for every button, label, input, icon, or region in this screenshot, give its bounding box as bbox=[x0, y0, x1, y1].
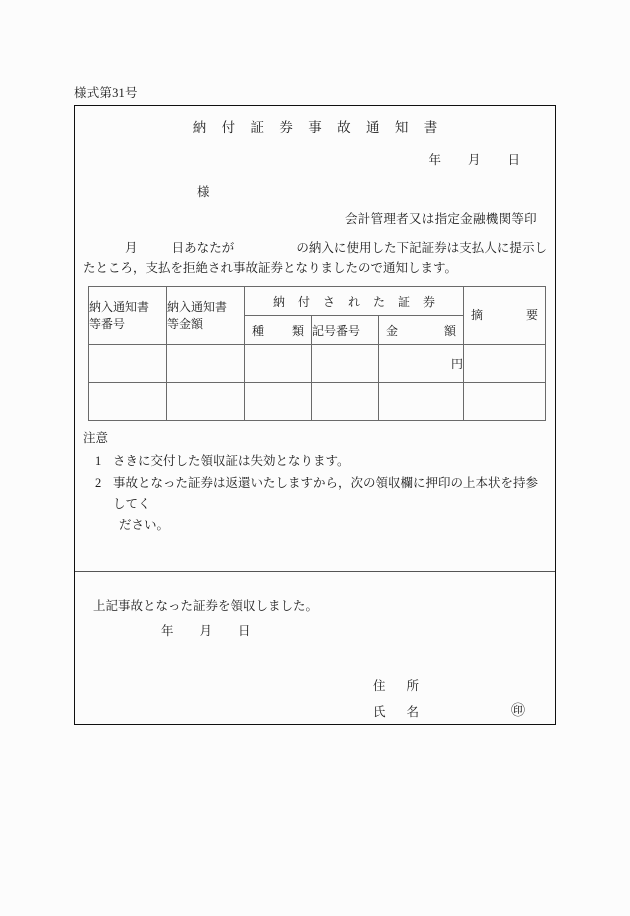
note-text-2: 事故となった証券は返還いたしますから，次の領収欄に押印の上本状を持参してく bbox=[113, 476, 539, 511]
notice-section bbox=[75, 106, 555, 572]
table-header-row-1 bbox=[89, 287, 546, 316]
note-number-1: 1 bbox=[95, 454, 102, 468]
body-part-two: の納入に使用した下記証券は支払人に提示したところ，支払を拒絶され事故証券となりましたので通知します。 bbox=[83, 241, 547, 275]
name-label-char2: 名 bbox=[406, 705, 419, 719]
note-item-2 bbox=[83, 473, 545, 515]
header-amount-char2: 額 bbox=[443, 323, 456, 338]
header-notice-number-line1: 納入通知書 bbox=[89, 299, 150, 314]
signature-block bbox=[373, 672, 525, 724]
header-remarks-char1: 摘 bbox=[471, 308, 484, 322]
issuer-label: 会計管理者又は指定金融機関等印 bbox=[344, 212, 537, 226]
header-amount-char1: 金 bbox=[386, 323, 399, 338]
header-paid-certificate-group: 納 付 さ れ た 証 券 bbox=[245, 287, 464, 316]
receipt-section bbox=[75, 572, 555, 724]
note-item-1 bbox=[83, 451, 545, 472]
receipt-statement: 上記事故となった証券を領収しました。 bbox=[93, 599, 319, 613]
header-kind-char2: 類 bbox=[291, 323, 304, 338]
body-day-rest: 日あなたが bbox=[171, 241, 235, 255]
cell-remarks-1[interactable] bbox=[464, 345, 546, 383]
address-label bbox=[373, 676, 419, 694]
header-kind-char1: 種 bbox=[252, 323, 265, 338]
cell-remarks-2[interactable] bbox=[464, 383, 546, 421]
header-symbol-number: 記号番号 bbox=[312, 316, 379, 345]
notice-body-text bbox=[83, 238, 547, 278]
address-label-char1: 住 bbox=[373, 679, 386, 693]
cell-kind-1[interactable] bbox=[245, 345, 312, 383]
note-text-2-continued: ださい。 bbox=[119, 518, 170, 532]
header-notice-number-line2: 等番号 bbox=[89, 316, 126, 331]
cell-notice-amount-1[interactable] bbox=[167, 345, 245, 383]
body-month: 月 bbox=[125, 241, 138, 255]
header-notice-amount-line1: 納入通知書 bbox=[167, 299, 228, 314]
address-label-char2: 所 bbox=[406, 679, 419, 693]
name-label bbox=[373, 702, 419, 720]
header-remarks bbox=[464, 287, 546, 345]
address-row bbox=[373, 672, 525, 698]
header-amount bbox=[379, 316, 464, 345]
header-notice-amount bbox=[167, 287, 245, 345]
note-text-1: さきに交付した領収証は失効となります。 bbox=[113, 454, 350, 468]
certificate-table bbox=[88, 286, 546, 421]
header-notice-number bbox=[89, 287, 167, 345]
seal-icon: ㊞ bbox=[511, 703, 525, 719]
cell-amount-1[interactable]: 円 bbox=[379, 345, 464, 383]
table-row bbox=[89, 345, 546, 383]
table-row bbox=[89, 383, 546, 421]
cell-kind-2[interactable] bbox=[245, 383, 312, 421]
addressee-suffix: 様 bbox=[197, 185, 210, 199]
receipt-date-year: 年 bbox=[161, 624, 174, 638]
form-frame bbox=[74, 105, 556, 725]
cell-amount-2[interactable] bbox=[379, 383, 464, 421]
document-title: 納 付 証 券 事 故 通 知 書 bbox=[192, 120, 444, 135]
note-number-2: 2 bbox=[95, 476, 102, 490]
name-label-char1: 氏 bbox=[373, 705, 386, 719]
receipt-date-month: 月 bbox=[199, 624, 213, 638]
receipt-date-day: 日 bbox=[238, 624, 251, 638]
header-kind bbox=[245, 316, 312, 345]
form-number: 様式第31号 bbox=[74, 86, 138, 100]
cell-symbol-number-2[interactable] bbox=[312, 383, 379, 421]
receipt-date-line bbox=[161, 621, 251, 639]
cell-symbol-number-1[interactable] bbox=[312, 345, 379, 383]
header-remarks-char2: 要 bbox=[525, 308, 538, 322]
cell-notice-amount-2[interactable] bbox=[167, 383, 245, 421]
cell-notice-number-2[interactable] bbox=[89, 383, 167, 421]
name-row bbox=[373, 698, 525, 724]
notes-title: 注意 bbox=[83, 431, 109, 445]
header-notice-amount-line2: 等金額 bbox=[167, 316, 204, 331]
issue-date-day: 日 bbox=[507, 153, 521, 167]
cell-notice-number-1[interactable] bbox=[89, 345, 167, 383]
issue-date-year: 年 bbox=[428, 153, 442, 167]
issue-date-month: 月 bbox=[467, 153, 482, 167]
issue-date-line bbox=[428, 150, 521, 168]
notes-section bbox=[83, 428, 545, 536]
